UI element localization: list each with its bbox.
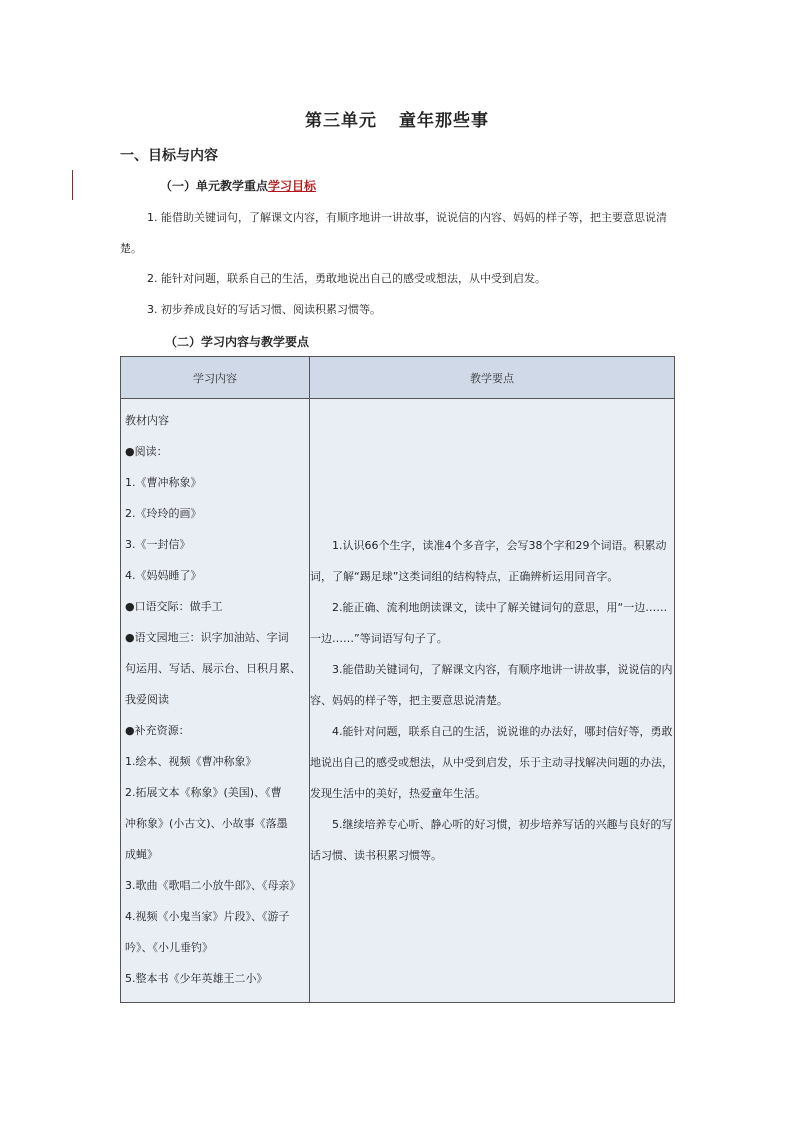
goal-text-2: 2. 能针对问题，联系自己的生活，勇敢地说出自己的感受或想法，从中受到启发。 [147,272,546,285]
goal-item [120,294,676,325]
teaching-point [310,809,674,871]
list-item: ●补充资源： [125,724,190,737]
list-item: 1.绘本、视频《曹冲称象》 [125,755,257,768]
goal-item [120,263,676,294]
goal-text-1: 1. 能借助关键词句，了解课文内容，有顺序地讲一讲故事，说说信的内容、妈妈的样子等，把主要意思说清楚。 [120,211,667,255]
subheading-unit-focus [160,177,316,194]
list-item: 4.视频《小鬼当家》片段》、《游子 [125,910,290,923]
margin-change-bar [72,170,73,200]
list-item: 教材内容 [125,414,169,427]
title-theme: 童年那些事 [399,111,489,131]
column-header-points: 教学要点 [310,357,675,399]
list-item: 句运用、写话、展示台、日积月累、 [125,662,301,675]
subheading-unit-focus-text: （一）单元教学重点 [160,179,269,193]
teaching-point [310,530,674,592]
list-item: ●口语交际：做手工 [125,600,223,613]
list-item: 1.《曹冲称象》 [125,476,202,489]
teaching-point-text-2: 2.能正确、流利地朗读课文，读中了解关键词句的意思，用“一边……一边……”等词语写句子了。 [310,601,668,645]
column-header-content: 学习内容 [121,357,310,399]
table-header-row [121,357,675,399]
teaching-point [310,716,674,809]
teaching-point-text-5: 5.继续培养专心听、静心听的好习惯，初步培养写话的兴趣与良好的写话习惯、读书积累习惯等。 [310,818,673,862]
content-table [120,356,675,1003]
teaching-point [310,654,674,716]
list-item: ●阅读： [125,445,168,458]
goal-text-3: 3. 初步养成良好的写话习惯、阅读积累习惯等。 [147,303,381,316]
list-item: 4.《妈妈睡了》 [125,569,202,582]
list-item: 2.《玲玲的画》 [125,507,202,520]
goal-item [120,202,676,264]
subheading-content-points: （二）学习内容与教学要点 [165,335,310,349]
learning-content-cell [121,399,310,1003]
list-item: 5.整本书《少年英雄王二小》 [125,972,268,985]
page-title [0,106,794,131]
table-row [121,399,675,1003]
list-item: 3.《一封信》 [125,538,191,551]
teaching-point-text-1: 1.认识66个生字，读准4个多音字，会写38个字和29个词语。积累动词，了解“踢足球”这类词组的结构特点，正确辨析运用同音字。 [310,539,667,583]
teaching-points-cell [310,399,675,1003]
section-heading-goals-content: 一、目标与内容 [120,148,218,164]
list-item: 2.拓展文本《称象》(美国)、《曹 [125,786,282,799]
teaching-point-text-4: 4.能针对问题，联系自己的生活，说说谁的办法好，哪封信好等，勇敢地说出自己的感受或想法，从中受到启发，乐于主动寻找解决问题的办法，发现生活中的美好，热爱童年生活。 [310,725,673,800]
list-item: 吟》、《小儿垂钓》 [125,941,213,954]
teaching-point [310,592,674,654]
list-item: 成蝇》 [125,848,158,861]
list-item: 我爱阅读 [125,693,169,706]
list-item: ●语文园地三：识字加油站、字词 [125,631,289,644]
teaching-point-text-3: 3.能借助关键词句，了解课文内容，有顺序地讲一讲故事，说说信的内容、妈妈的样子等，把主要意思说清楚。 [310,663,673,707]
learning-goals-link[interactable]: 学习目标 [268,179,317,193]
list-item: 冲称象》(小古文)、小故事《落墨 [125,817,288,830]
list-item: 3.歌曲《歌唱二小放牛郎》、《母亲》 [125,879,301,892]
title-unit: 第三单元 [305,111,377,131]
